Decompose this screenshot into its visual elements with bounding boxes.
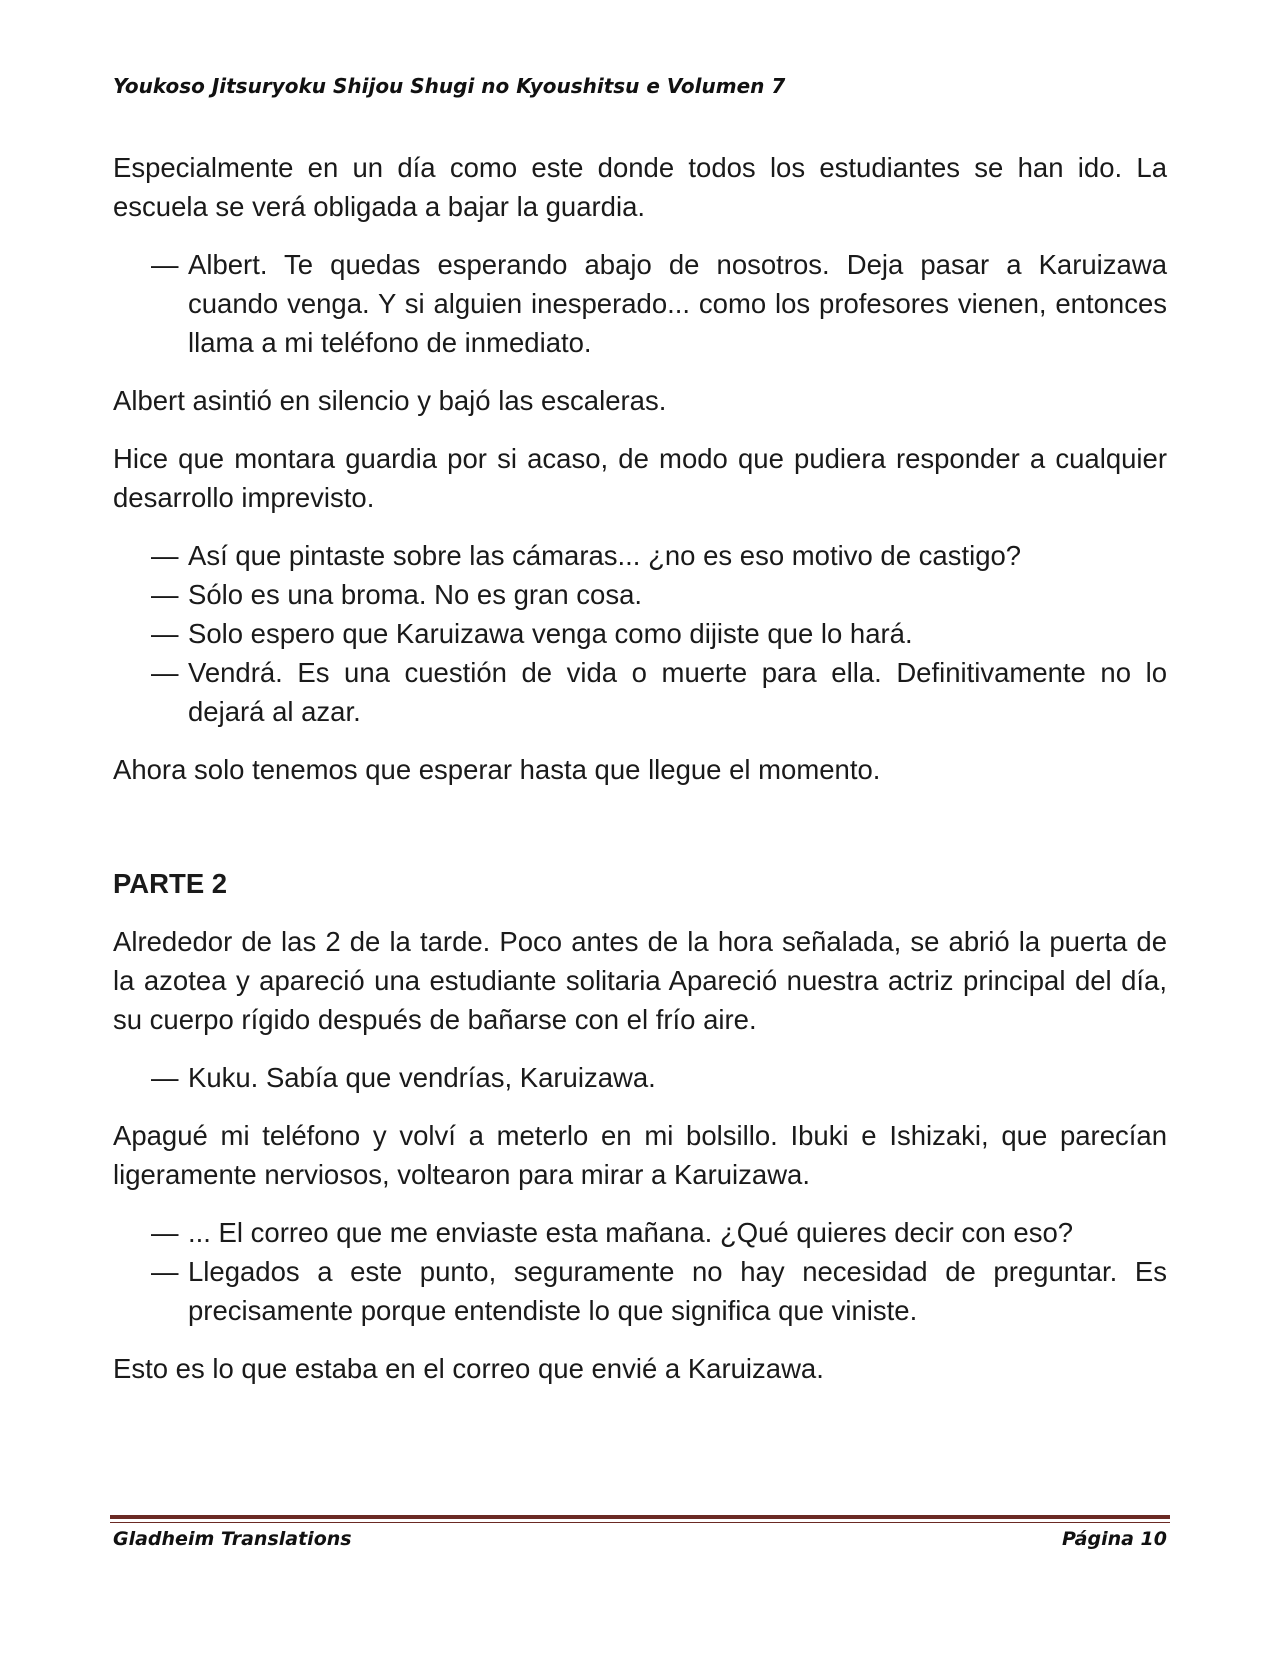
dialogue-line (113, 653, 1167, 731)
running-header: Youkoso Jitsuryoku Shijou Shugi no Kyoushitsu e Volumen 7 (113, 74, 786, 98)
em-dash: — (151, 579, 179, 610)
section-heading: PARTE 2 (113, 868, 228, 899)
page-number: Página 10 (1061, 1528, 1167, 1550)
em-dash: — (151, 657, 179, 688)
paragraph: Apagué mi teléfono y volví a meterlo en mi bolsillo. Ibuki e Ishizaki, que parecían ligeramente nerviosos, voltearon para mirar a Karuizawa. (113, 1120, 1167, 1190)
footer-credit: Gladheim Translations (113, 1528, 352, 1550)
dialogue-text: Así que pintaste sobre las cámaras... ¿no es eso motivo de castigo? (188, 540, 1022, 571)
dialogue-line (113, 245, 1167, 362)
dialogue-line (113, 1252, 1167, 1330)
paragraph: Ahora solo tenemos que esperar hasta que llegue el momento. (113, 754, 881, 785)
paragraph: Alrededor de las 2 de la tarde. Poco antes de la hora señalada, se abrió la puerta de la azotea y apareció una estudiante solitaria Apareció nuestra actriz principal del día, su cuerpo rígido después de bañarse con el frío aire. (113, 926, 1167, 1035)
dialogue-block (113, 245, 1167, 362)
dialogue-text: Sólo es una broma. No es gran cosa. (188, 579, 643, 610)
dialogue-text: Albert. Te quedas esperando abajo de nosotros. Deja pasar a Karuizawa cuando venga. Y si alguien inesperado... como los profesores vienen, entonces llama a mi teléfono de inmediato. (188, 249, 1167, 358)
paragraph: Albert asintió en silencio y bajó las escaleras. (113, 385, 667, 416)
em-dash: — (151, 1256, 179, 1287)
dialogue-text: Llegados a este punto, seguramente no hay necesidad de preguntar. Es precisamente porque entendiste lo que significa que viniste. (188, 1256, 1167, 1326)
dialogue-text: ... El correo que me enviaste esta mañana. ¿Qué quieres decir con eso? (188, 1217, 1074, 1248)
page-body (113, 148, 1167, 1407)
paragraph: Esto es lo que estaba en el correo que envié a Karuizawa. (113, 1353, 824, 1384)
dialogue-text: Solo espero que Karuizawa venga como dijiste que lo hará. (188, 618, 913, 649)
page-footer (113, 1528, 1167, 1550)
dialogue-line (113, 614, 1167, 653)
dialogue-block (113, 1213, 1167, 1330)
dialogue-line (113, 536, 1167, 575)
em-dash: — (151, 540, 179, 571)
dialogue-text: Kuku. Sabía que vendrías, Karuizawa. (188, 1062, 656, 1093)
em-dash: — (151, 618, 179, 649)
em-dash: — (151, 1062, 179, 1093)
dialogue-text: Vendrá. Es una cuestión de vida o muerte para ella. Definitivamente no lo dejará al azar. (188, 657, 1167, 727)
dialogue-block (113, 1058, 1167, 1097)
em-dash: — (151, 249, 179, 280)
footer-divider (110, 1515, 1170, 1523)
em-dash: — (151, 1217, 179, 1248)
paragraph: Especialmente en un día como este donde todos los estudiantes se han ido. La escuela se verá obligada a bajar la guardia. (113, 152, 1167, 222)
dialogue-line (113, 1213, 1167, 1252)
dialogue-line (113, 1058, 1167, 1097)
paragraph: Hice que montara guardia por si acaso, de modo que pudiera responder a cualquier desarrollo imprevisto. (113, 443, 1167, 513)
dialogue-block (113, 536, 1167, 731)
dialogue-line (113, 575, 1167, 614)
